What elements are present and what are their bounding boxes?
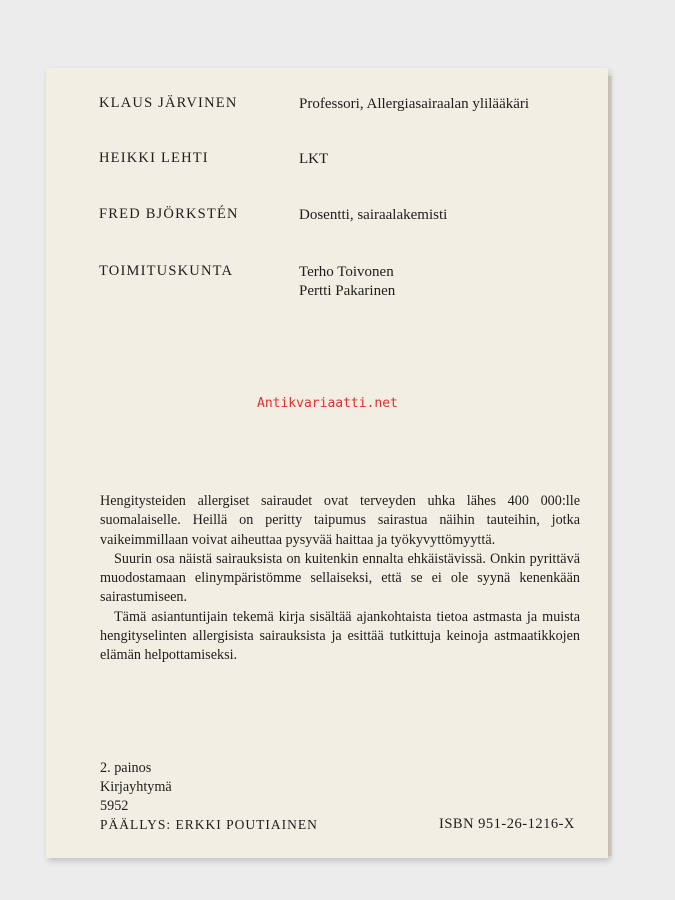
cover-designer-credit: PÄÄLLYS: ERKKI POUTIAINEN: [100, 817, 318, 832]
contributor-name: FRED BJÖRKSTÉN: [99, 206, 239, 222]
imprint: [100, 759, 172, 816]
blurb-text: [100, 492, 580, 666]
contributor-name: HEIKKI LEHTI: [99, 150, 209, 166]
editorial-board-members: Terho Toivonen Pertti Pakarinen: [299, 264, 396, 299]
contributor-role: LKT: [299, 151, 329, 167]
book-spine-edge: [608, 76, 612, 856]
edition: 2. painos: [100, 760, 152, 776]
contributor-role: Professori, Allergiasairaalan ylilääkäri: [299, 96, 530, 112]
book-back-cover: [46, 68, 608, 858]
contributor-name: TOIMITUSKUNTA: [99, 263, 234, 279]
contributor-role: Dosentti, sairaalakemisti: [299, 207, 448, 223]
watermark: Antikvariaatti.net: [257, 396, 398, 411]
publisher: Kirjayhtymä: [100, 779, 172, 795]
contributor-name: KLAUS JÄRVINEN: [99, 95, 238, 111]
publisher-code: 5952: [100, 798, 129, 814]
blurb-paragraph: Hengitysteiden allergiset sairaudet ovat terveyden uhka lähes 400 000:lle suomalaiselle. Heillä on peritty taipumus sairastua näihin tauteihin, jotka vaikeimmillaan voivat aiheuttaa pysyvää haittaa ja työkyvyttömyyttä.: [100, 493, 580, 548]
blurb-paragraph: Suurin osa näistä sairauksista on kuitenkin ennalta ehkäistävissä. Onkin pyrittävä muodostamaan elinympäristömme sellaiseksi, että se ei ole syynä kenenkään sairastumiseen.: [100, 550, 580, 606]
blurb-paragraph: Tämä asiantuntijain tekemä kirja sisältää ajankohtaista tietoa astmasta ja muista hengityselinten allergisista sairauksista ja esittää tutkittuja keinoja astmaatikkojen elämän helpottamiseksi.: [100, 608, 580, 664]
isbn: ISBN 951-26-1216-X: [439, 816, 575, 832]
